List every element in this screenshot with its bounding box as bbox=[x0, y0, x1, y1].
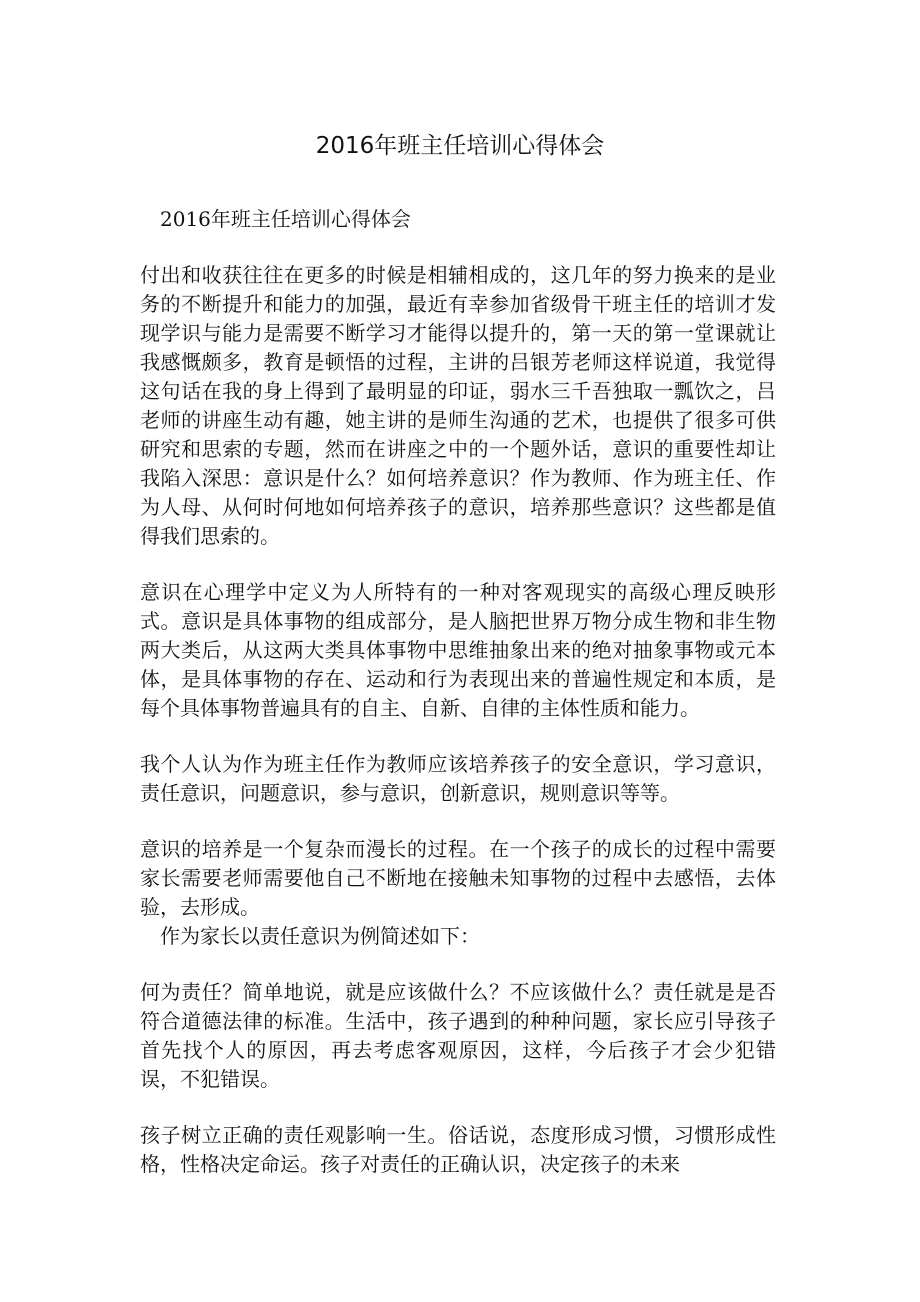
paragraph-4: 意识的培养是一个复杂而漫长的过程。在一个孩子的成长的过程中需要家长需要老师需要他自己不断地在接触未知事物的过程中去感悟，去体验，去形成。 bbox=[140, 837, 776, 919]
document-body bbox=[140, 205, 776, 1206]
document-subtitle: 2016年班主任培训心得体会 bbox=[160, 207, 411, 231]
paragraph-3: 我个人认为作为班主任作为教师应该培养孩子的安全意识，学习意识，责任意识，问题意识，参与意识，创新意识，规则意识等等。 bbox=[140, 752, 776, 805]
paragraph-6: 孩子树立正确的责任观影响一生。俗话说，态度形成习惯，习惯形成性格，性格决定命运。孩子对责任的正确认识，决定孩子的未来 bbox=[140, 1123, 776, 1176]
indented-line: 作为家长以责任意识为例简述如下： bbox=[160, 924, 480, 948]
paragraph-1: 付出和收获往往在更多的时候是相辅相成的，这几年的努力换来的是业务的不断提升和能力的加强，最近有幸参加省级骨干班主任的培训才发现学识与能力是需要不断学习才能得以提升的，第一天的第一堂课就让我感慨颇多，教育是顿悟的过程，主讲的吕银芳老师这样说道，我觉得这句话在我的身上得到了最明显的印证，弱水三千吾独取一瓢饮之，吕老师的讲座生动有趣，她主讲的是师生沟通的艺术，也提供了很多可供研究和思索的专题，然而在讲座之中的一个题外话，意识的重要性却让我陷入深思：意识是什么？如何培养意识？作为教师、作为班主任、作为人母、从何时何地如何培养孩子的意识，培养那些意识？这些都是值得我们思索的。 bbox=[140, 263, 776, 548]
paragraph-5: 何为责任？简单地说，就是应该做什么？不应该做什么？责任就是是否符合道德法律的标准。生活中，孩子遇到的种种问题，家长应引导孩子首先找个人的原因，再去考虑客观原因，这样，今后孩子才会少犯错误，不犯错误。 bbox=[140, 980, 776, 1091]
document-title: 2016年班主任培训心得体会 bbox=[315, 133, 605, 159]
paragraph-2: 意识在心理学中定义为人所特有的一种对客观现实的高级心理反映形式。意识是具体事物的组成部分，是人脑把世界万物分成生物和非生物两大类后，从这两大类具体事物中思维抽象出来的绝对抽象事物或元本体，是具体事物的存在、运动和行为表现出来的普遍性规定和本质，是每个具体事物普遍具有的自主、自新、自律的主体性质和能力。 bbox=[140, 580, 776, 720]
